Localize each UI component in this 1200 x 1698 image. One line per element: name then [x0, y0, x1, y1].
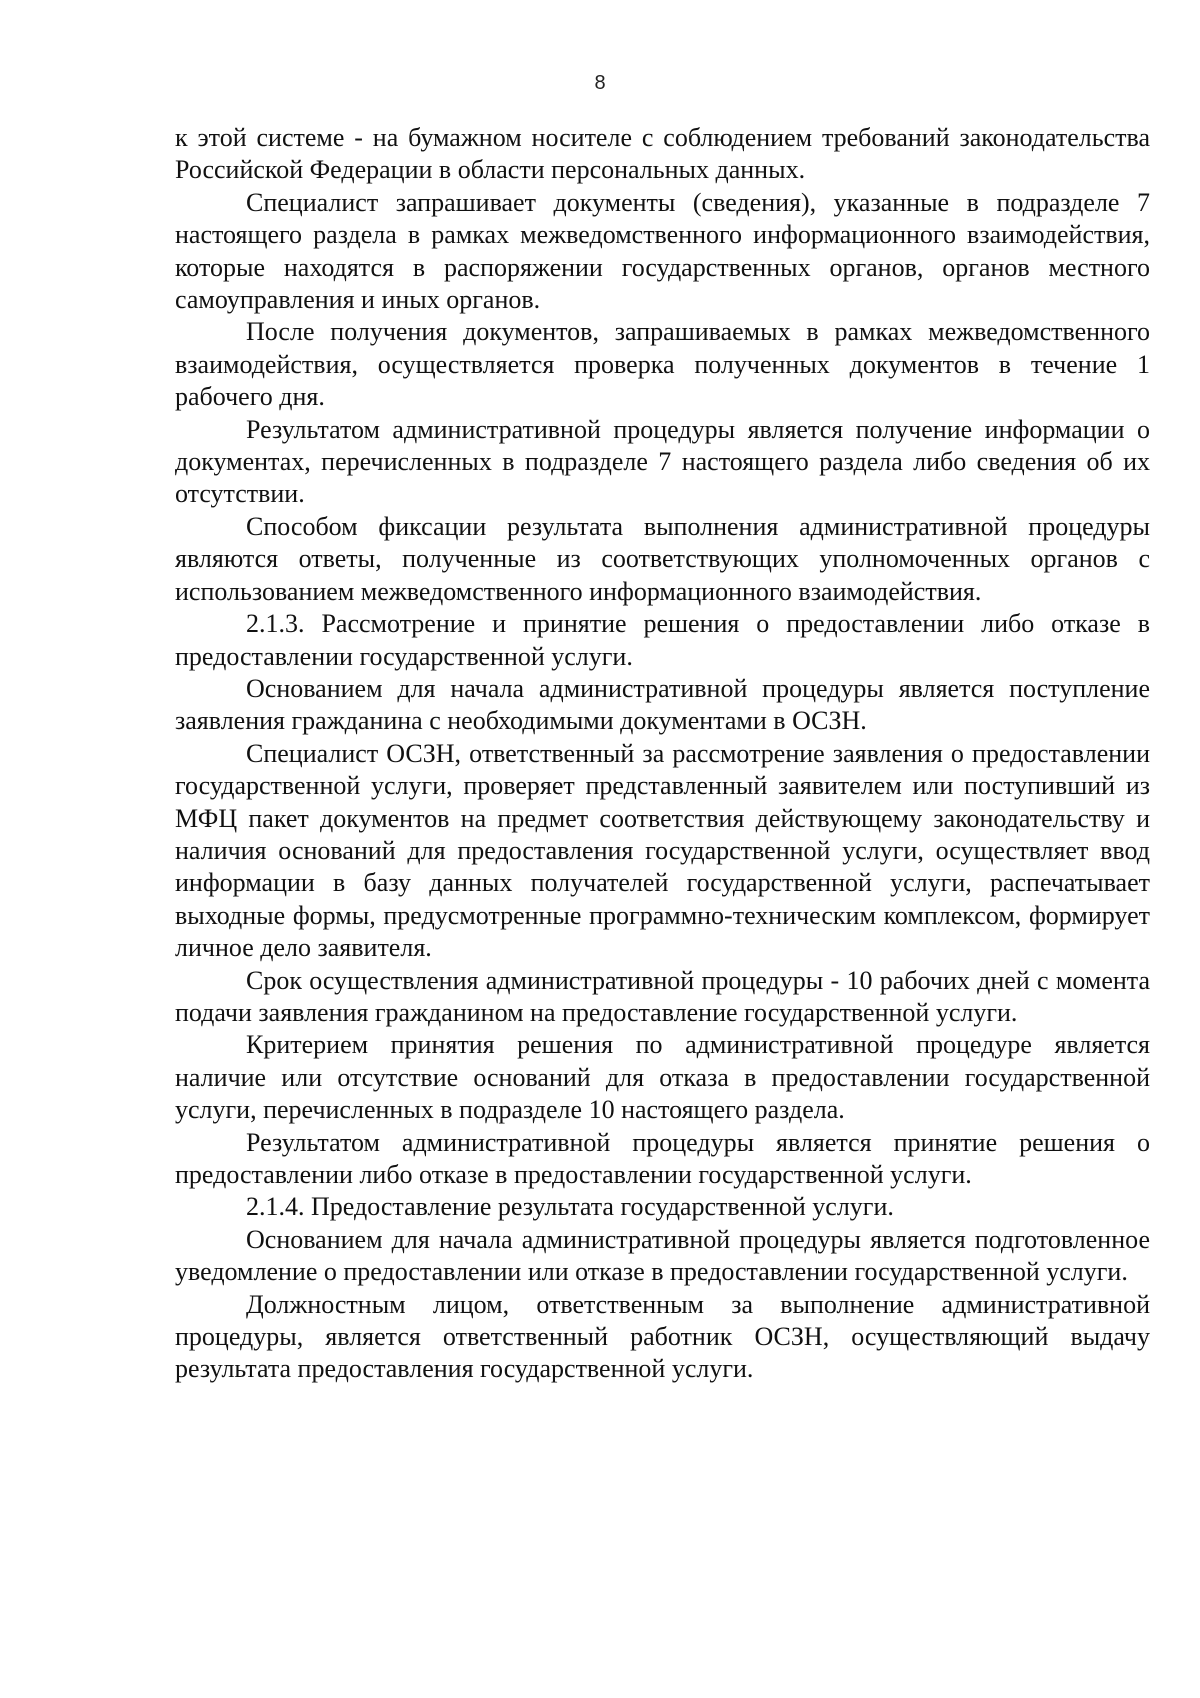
document-body	[175, 122, 1150, 1386]
paragraph: Специалист ОСЗН, ответственный за рассмотрение заявления о предоставлении государственной услуги, проверяет представленный заявителем или поступивший из МФЦ пакет документов на предмет соответствия действующему законодательству и наличия оснований для предоставления государственной услуги, осуществляет ввод информации в базу данных получателей государственной услуги, распечатывает выходные формы, предусмотренные программно-техническим комплексом, формирует личное дело заявителя.	[175, 738, 1150, 963]
section-heading: 2.1.3. Рассмотрение и принятие решения о предоставлении либо отказе в предоставлении государственной услуги.	[175, 609, 1150, 671]
paragraph: Должностным лицом, ответственным за выполнение административной процедуры, является ответственный работник ОСЗН, осуществляющий выдачу результата предоставления государственной услуги.	[175, 1289, 1150, 1384]
paragraph: Критерием принятия решения по административной процедуре является наличие или отсутствие оснований для отказа в предоставлении государственной услуги, перечисленных в подразделе 10 настоящего раздела.	[175, 1030, 1150, 1125]
page-number: 8	[594, 72, 606, 94]
paragraph: После получения документов, запрашиваемых в рамках межведомственного взаимодействия, осуществляется проверка полученных документов в течение 1 рабочего дня.	[175, 317, 1150, 412]
section-heading: 2.1.4. Предоставление результата государственной услуги.	[246, 1192, 894, 1222]
paragraph: Срок осуществления административной процедуры - 10 рабочих дней с момента подачи заявления гражданином на предоставление государственной услуги.	[175, 965, 1150, 1027]
paragraph: Специалист запрашивает документы (сведения), указанные в подразделе 7 настоящего раздела в рамках межведомственного информационного взаимодействия, которые находятся в распоряжении государственных органов, органов местного самоуправления и иных органов.	[175, 187, 1150, 315]
paragraph: Результатом административной процедуры является принятие решения о предоставлении либо отказе в предоставлении государственной услуги.	[175, 1127, 1150, 1189]
paragraph: Основанием для начала административной процедуры является поступление заявления гражданина с необходимыми документами в ОСЗН.	[175, 673, 1150, 736]
paragraph: Результатом административной процедуры является получение информации о документах, перечисленных в подразделе 7 настоящего раздела либо сведения об их отсутствии.	[175, 414, 1150, 509]
paragraph-continuation: к этой системе - на бумажном носителе с соблюдением требований законодательства Российской Федерации в области персональных данных.	[175, 123, 1150, 185]
paragraph: Способом фиксации результата выполнения административной процедуры являются ответы, полученные из соответствующих уполномоченных органов с использованием межведомственного информационного взаимодействия.	[175, 511, 1150, 606]
paragraph: Основанием для начала административной процедуры является подготовленное уведомление о предоставлении или отказе в предоставлении государственной услуги.	[175, 1224, 1150, 1287]
